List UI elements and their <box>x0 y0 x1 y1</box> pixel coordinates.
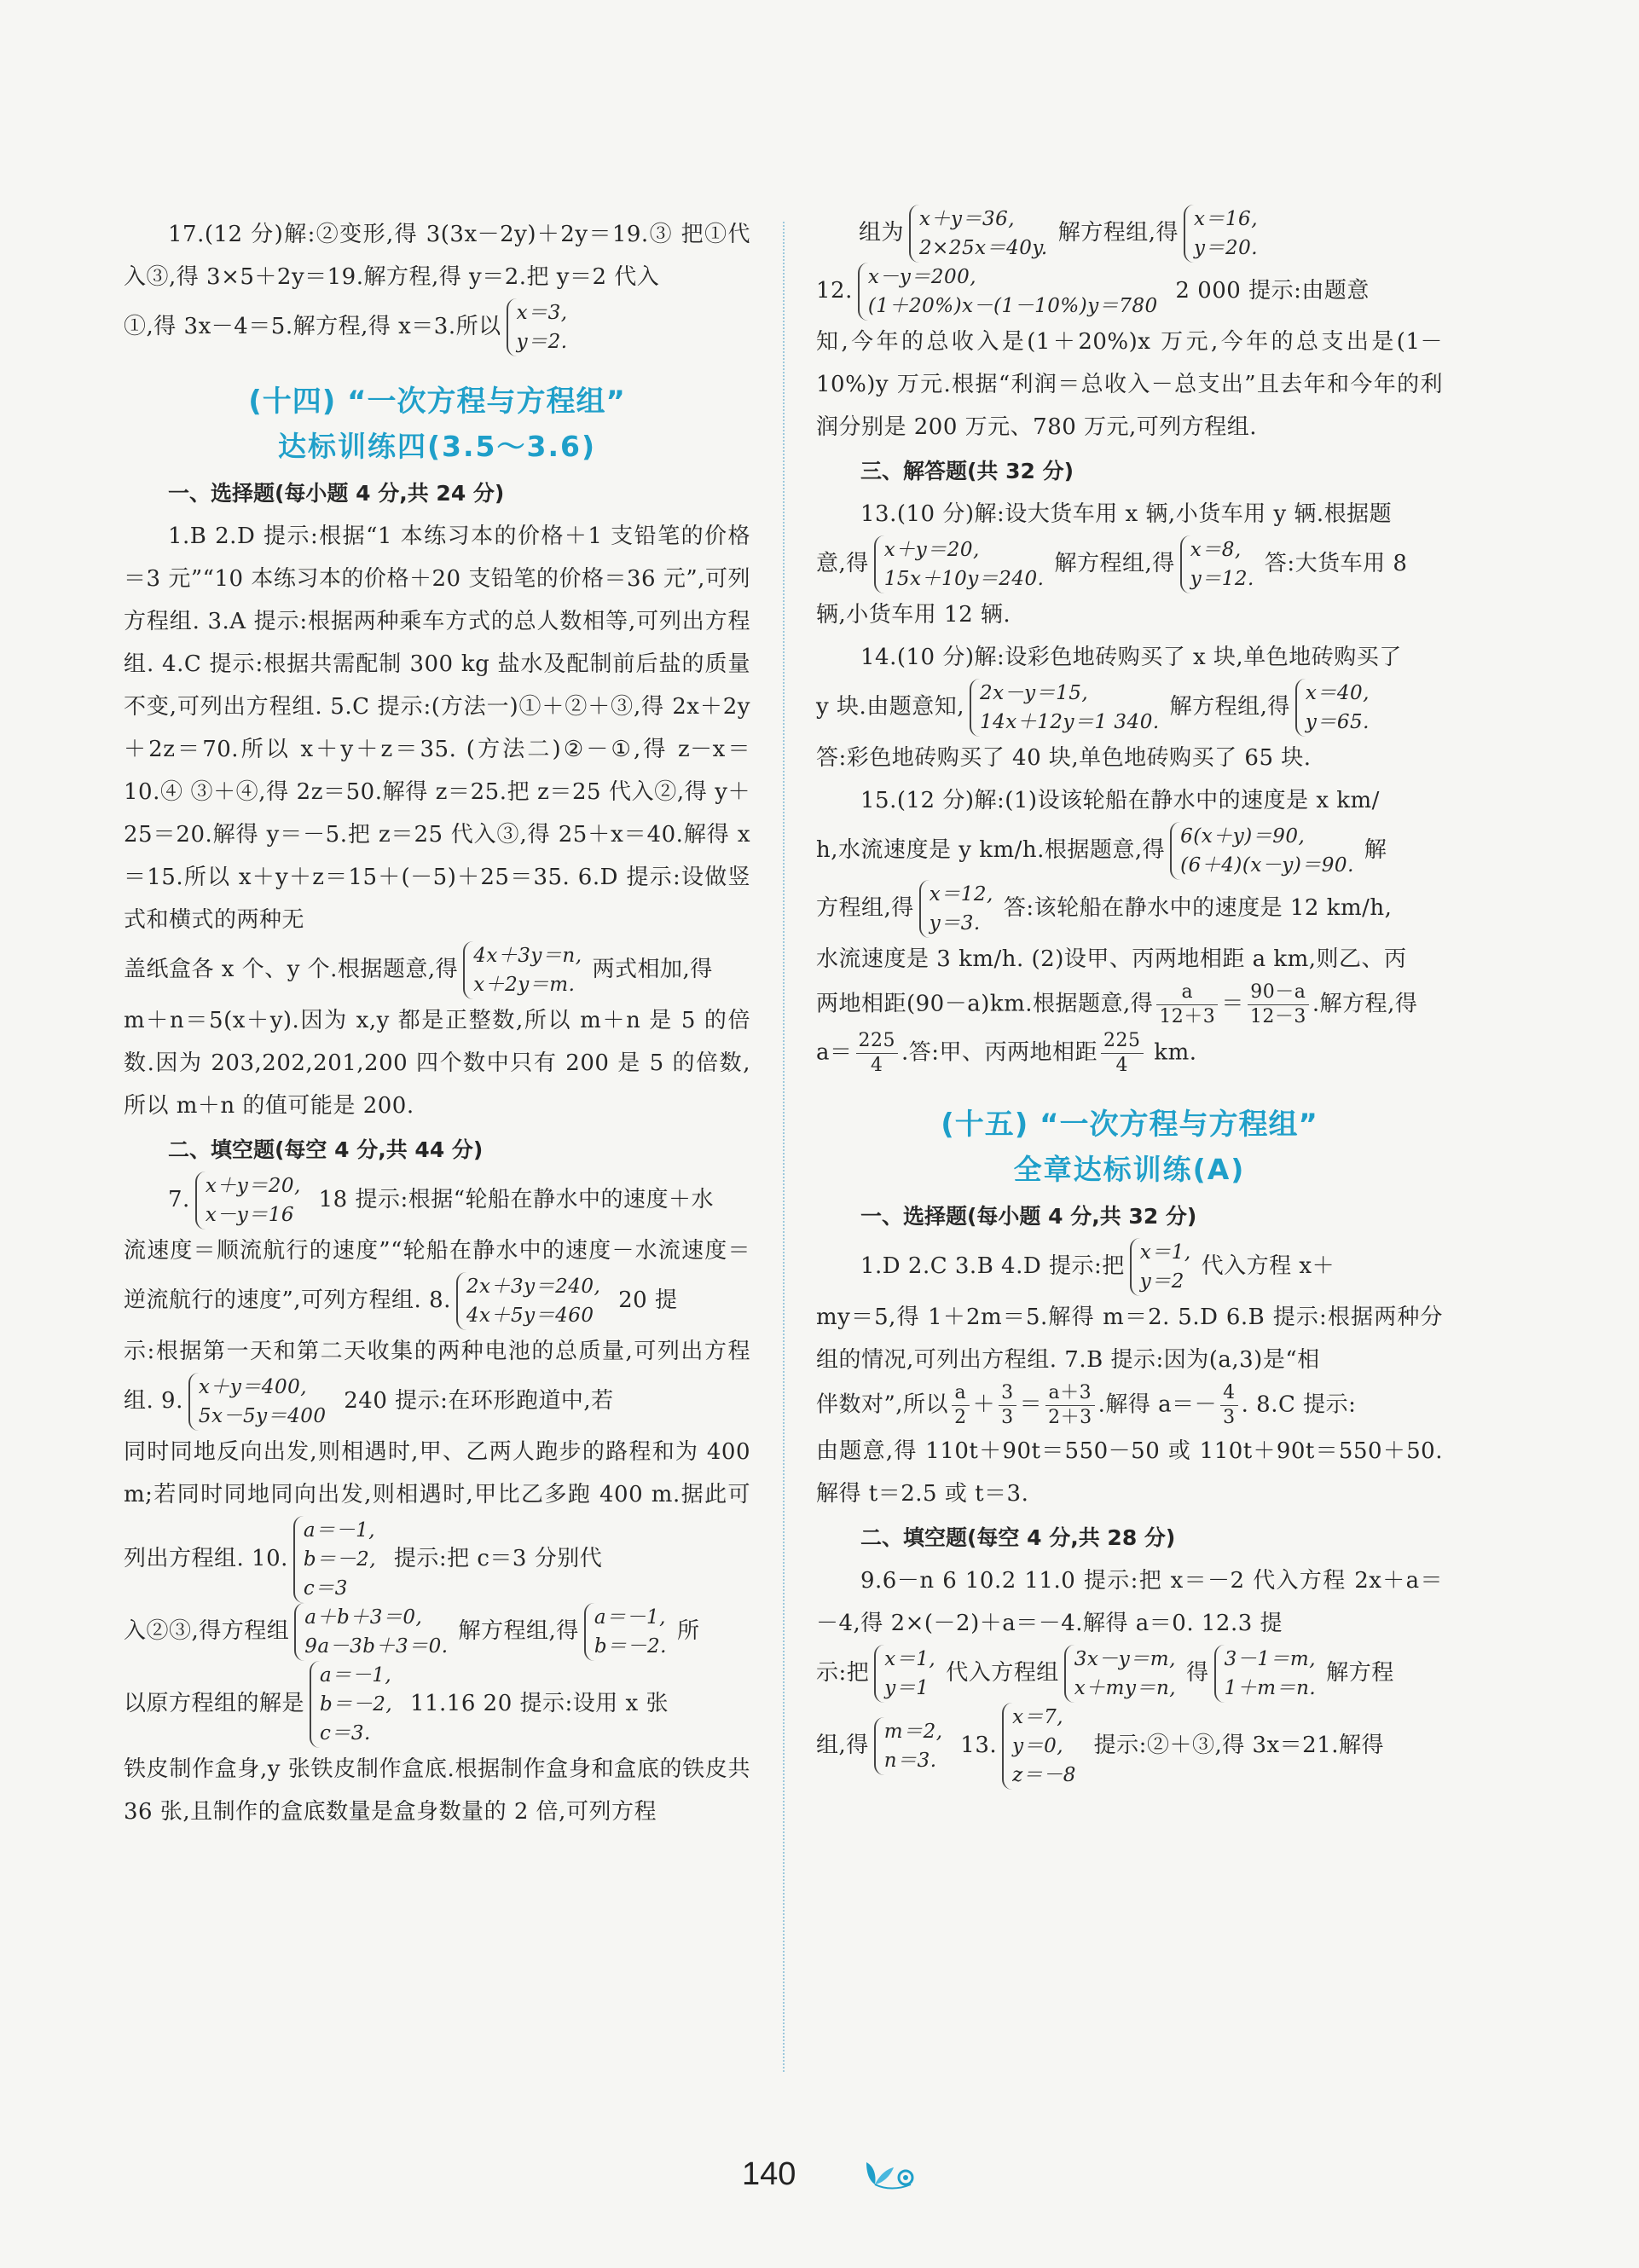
q15-part2: 水流速度是 3 km/h. (2)设甲、丙两地相距 a km,则乙、丙 <box>816 946 1407 972</box>
brace-system: 3－1＝m, 1＋m＝n. <box>1214 1645 1322 1703</box>
brace-system: a＝－1, b＝－2, c＝3. <box>310 1661 397 1748</box>
fraction: $\frac{a}{2}$ <box>952 1381 970 1430</box>
q10-text: 入②③,得方程组 a＋b＋3＝0, 9a－3b＋3＝0. 解方程组,得 a＝－1, b＝－2. 所 <box>124 1603 750 1661</box>
q15-system: h,水流速度是 y km/h.根据题意,得 6(x＋y)＝90, (6＋4)(x－y)＝90. 解 <box>816 822 1443 880</box>
q13-system: 意,得 x＋y＝20, 15x＋10y＝240. 解方程组,得 x＝8, y＝12. 答:大货车用 8 <box>816 535 1443 593</box>
q15-answer: a＝ $\frac{225}{4}$ .答:甲、丙两地相距 $\frac{225}{4}$ km. <box>816 1030 1197 1076</box>
qa9-text: 9.6－n 6 10.2 11.0 提示:把 x＝－2 代入方程 2x＋a＝－4,得 2×(－2)＋a＝－4.解得 a＝0. 12.3 提 <box>816 1568 1443 1636</box>
brace-system: a＝－1, b＝－2. <box>584 1603 672 1661</box>
brace-system: a＋b＋3＝0, 9a－3b＋3＝0. <box>294 1603 453 1661</box>
q7-text: 流速度＝顺流航行的速度”“轮船在静水中的速度－水流速度＝逆流航行的速度”,可列方程组. 8. 2x＋3y＝240, 4x＋5y＝460 20 提 <box>124 1229 750 1330</box>
brace-system: x＝8, y＝12. <box>1180 535 1260 593</box>
brace-system: 6(x＋y)＝90, (6＋4)(x－y)＝90. <box>1170 822 1359 880</box>
q10-solution: 以原方程组的解是 a＝－1, b＝－2, c＝3. 11.16 20 提示:设用 x 张 <box>124 1661 750 1748</box>
qa1-line: 1.D 2.C 3.B 4.D 提示:把 x＝1, y＝2 代入方程 x＋ <box>816 1238 1443 1296</box>
leaf-swirl-icon <box>861 2155 921 2196</box>
fraction: $\frac{225}{4}$ <box>856 1029 899 1078</box>
fraction: $\frac{225}{4}$ <box>1101 1029 1144 1078</box>
qa12-line: 示:把 x＝1, y＝1 代入方程组 3x－y＝m, x＋my＝n, 得 3－1＝m, 1＋m＝n. 解方程 <box>816 1645 1443 1703</box>
fraction: $\frac{4}{3}$ <box>1220 1381 1238 1430</box>
right-column <box>816 205 1443 1790</box>
brace-system: x＋y＝20, x－y＝16 <box>195 1172 306 1229</box>
brace-system: a＝－1, b＝－2, c＝3 <box>293 1516 381 1603</box>
brace-system: x＋y＝20, 15x＋10y＝240. <box>874 535 1050 593</box>
fill-heading: 二、填空题(每空 4 分,共 44 分) <box>168 1137 484 1162</box>
brace-system: 2x＋3y＝240, 4x＋5y＝460 <box>456 1272 605 1330</box>
page-number: 140 <box>742 2156 796 2192</box>
brace-system: x＝3, y＝2. <box>507 298 573 356</box>
page-footer <box>0 2149 1639 2200</box>
qa13-line: 组,得 m＝2, n＝3. 13. x＝7, y＝0, z＝－8 提示:②＋③,得 3x＝21.解得 <box>816 1703 1443 1790</box>
q12-line: 12. x－y＝200, (1＋20%)x－(1－10%)y＝780 2 000 提示:由题意 <box>816 263 1443 321</box>
brace-system: x＝12, y＝3. <box>919 880 999 938</box>
brace-system: x＋y＝36, 2×25x＝40y. <box>909 205 1053 263</box>
brace-system: x＝7, y＝0, z＝－8 <box>1002 1703 1081 1790</box>
brace-system: m＝2, n＝3. <box>874 1717 948 1775</box>
q11-text: 铁皮制作盒身,y 张铁皮制作盒底.根据制作盒身和盒底的铁皮共 36 张,且制作的盒底数量是盒身数量的 2 倍,可列方程 <box>124 1756 750 1825</box>
section-title-15: (十五) “一次方程与方程组” <box>941 1108 1318 1142</box>
q12-text: 知,今年的总收入是(1＋20%)x 万元,今年的总支出是(1－10%)y 万元.根据“利润＝总收入－总支出”且去年和今年的利润分别是 200 万元、780 万元,可列方程组. <box>816 329 1443 440</box>
section-subtitle-15: 全章达标训练(A) <box>1013 1153 1246 1186</box>
q8-text: 示:根据第一天和第二天收集的两种电池的总质量,可列出方程组. 9. x＋y＝400, 5x－5y＝400 240 提示:在环形跑道中,若 <box>124 1330 750 1431</box>
q15-text: 15.(12 分)解:(1)设该轮船在静水中的速度是 x km/ <box>860 788 1380 813</box>
q15-equation: 两地相距(90－a)km.根据题意,得 $\frac{a}{12+3}$ ＝ $\frac{90-a}{12-3}$ .解方程,得 <box>816 981 1418 1027</box>
brace-system: x＝16, y＝20. <box>1184 205 1263 263</box>
q14-answer: 答:彩色地砖购买了 40 块,单色地砖购买了 65 块. <box>816 745 1312 771</box>
fraction: $\frac{a+3}{2+3}$ <box>1045 1381 1095 1430</box>
brace-system: x＝1, y＝2 <box>1130 1238 1196 1296</box>
q15-solution: 方程组,得 x＝12, y＝3. 答:该轮船在静水中的速度是 12 km/h, <box>816 880 1443 938</box>
column-divider <box>783 222 785 2072</box>
q6-text: 盖纸盒各 x 个、y 个.根据题意,得 4x＋3y＝n, x＋2y＝m. 两式相加,得 <box>124 941 750 999</box>
q14-text: 14.(10 分)解:设彩色地砖购买了 x 块,单色地砖购买了 <box>860 645 1402 670</box>
fraction: $\frac{3}{3}$ <box>999 1381 1016 1430</box>
qa8-text: 由题意,得 110t＋90t＝550－50 或 110t＋90t＝550＋50.解得 t＝2.5 或 t＝3. <box>816 1438 1443 1507</box>
brace-system: 3x－y＝m, x＋my＝n, <box>1064 1645 1181 1703</box>
fraction: $\frac{90-a}{12-3}$ <box>1248 981 1309 1029</box>
fraction: $\frac{a}{12+3}$ <box>1156 981 1218 1029</box>
choice-heading-a: 一、选择题(每小题 4 分,共 32 分) <box>860 1204 1197 1229</box>
q17-text: 17.(12 分)解:②变形,得 3(3x－2y)＋2y＝19.③ 把①代入③,得 3×5＋2y＝19.解方程,得 y＝2.把 y＝2 代入 <box>124 222 750 290</box>
q13-text: 13.(10 分)解:设大货车用 x 辆,小货车用 y 辆.根据题 <box>860 501 1393 527</box>
q9-text: 同时同地反向出发,则相遇时,甲、乙两人跑步的路程和为 400 m;若同时同地同向出发,则相遇时,甲比乙多跑 400 m.据此可列出方程组. 10. a＝－1, b＝－2, c＝3 提示:把 c＝3 分别代 <box>124 1431 750 1603</box>
brace-system: x＝40, y＝65. <box>1295 679 1375 737</box>
choice-answers: 1.B 2.D 提示:根据“1 本练习本的价格＋1 支铅笔的价格＝3 元”“10 本练习本的价格＋20 支铅笔的价格＝36 元”,可列方程组. 3.A 提示:根据两种乘车方式的总人数相等,可列出方程组. 4.C 提示:根据共需配制 300 kg 盐水及配制前后盐的质量不变,可列出方程组. 5.C 提示:(方法一)①＋②＋③,得 2x＋2y＋2z＝70.所以 x＋y＋z＝35. (方法二)②－①,得 z－x＝10.④ ③＋④,得 2z＝50.解得 z＝25.把 z＝25 代入②,得 y＋25＝20.解得 y＝－5.把 z＝25 代入③,得 25＋x＝40.解得 x＝15.所以 x＋y＋z＝15＋(－5)＋25＝35. 6.D 提示:设做竖式和横式的两种无 <box>124 524 750 933</box>
brace-system: 2x－y＝15, 14x＋12y＝1 340. <box>970 679 1165 737</box>
q14-system: y 块.由题意知, 2x－y＝15, 14x＋12y＝1 340. 解方程组,得 x＝40, y＝65. <box>816 679 1443 737</box>
q6-conclusion: m＋n＝5(x＋y).因为 x,y 都是正整数,所以 m＋n 是 5 的倍数.因为 203,202,201,200 四个数中只有 200 是 5 的倍数,所以 m＋n 的值可能是 200. <box>124 1008 750 1119</box>
qa1-text: my＝5,得 1＋2m＝5.解得 m＝2. 5.D 6.B 提示:根据两种分组的情况,可列出方程组. 7.B 提示:因为(a,3)是“相 <box>816 1305 1443 1373</box>
q7-line: 7. x＋y＝20, x－y＝16 18 提示:根据“轮船在静水中的速度＋水 <box>124 1172 750 1229</box>
brace-system: 4x＋3y＝n, x＋2y＝m. <box>463 941 587 999</box>
q17-conclusion: ①,得 3x－4＝5.解方程,得 x＝3.所以 x＝3, y＝2. <box>124 298 750 356</box>
brace-system: x＝1, y＝1 <box>874 1645 941 1703</box>
section-title-14: (十四) “一次方程与方程组” <box>248 385 626 419</box>
q13-answer: 辆,小货车用 12 辆. <box>816 602 1011 628</box>
choice-heading: 一、选择题(每小题 4 分,共 24 分) <box>168 481 505 506</box>
qa7-fraction-line: 伴数对”,所以 $\frac{a}{2}$ ＋ $\frac{3}{3}$ ＝ $\frac{a+3}{2+3}$ .解得 a＝－ $\frac{4}{3}$ . 8.C 提示: <box>816 1382 1357 1428</box>
left-column <box>124 213 750 1833</box>
section-subtitle-14: 达标训练四(3.5～3.6) <box>277 430 597 463</box>
brace-system: x－y＝200, (1＋20%)x－(1－10%)y＝780 <box>858 263 1163 321</box>
fill-heading-a: 二、填空题(每空 4 分,共 28 分) <box>860 1525 1176 1550</box>
brace-system: x＋y＝400, 5x－5y＝400 <box>188 1373 332 1431</box>
answer-heading: 三、解答题(共 32 分) <box>860 459 1074 483</box>
q11-system: 组为 x＋y＝36, 2×25x＝40y. 解方程组,得 x＝16, y＝20. <box>816 205 1443 263</box>
